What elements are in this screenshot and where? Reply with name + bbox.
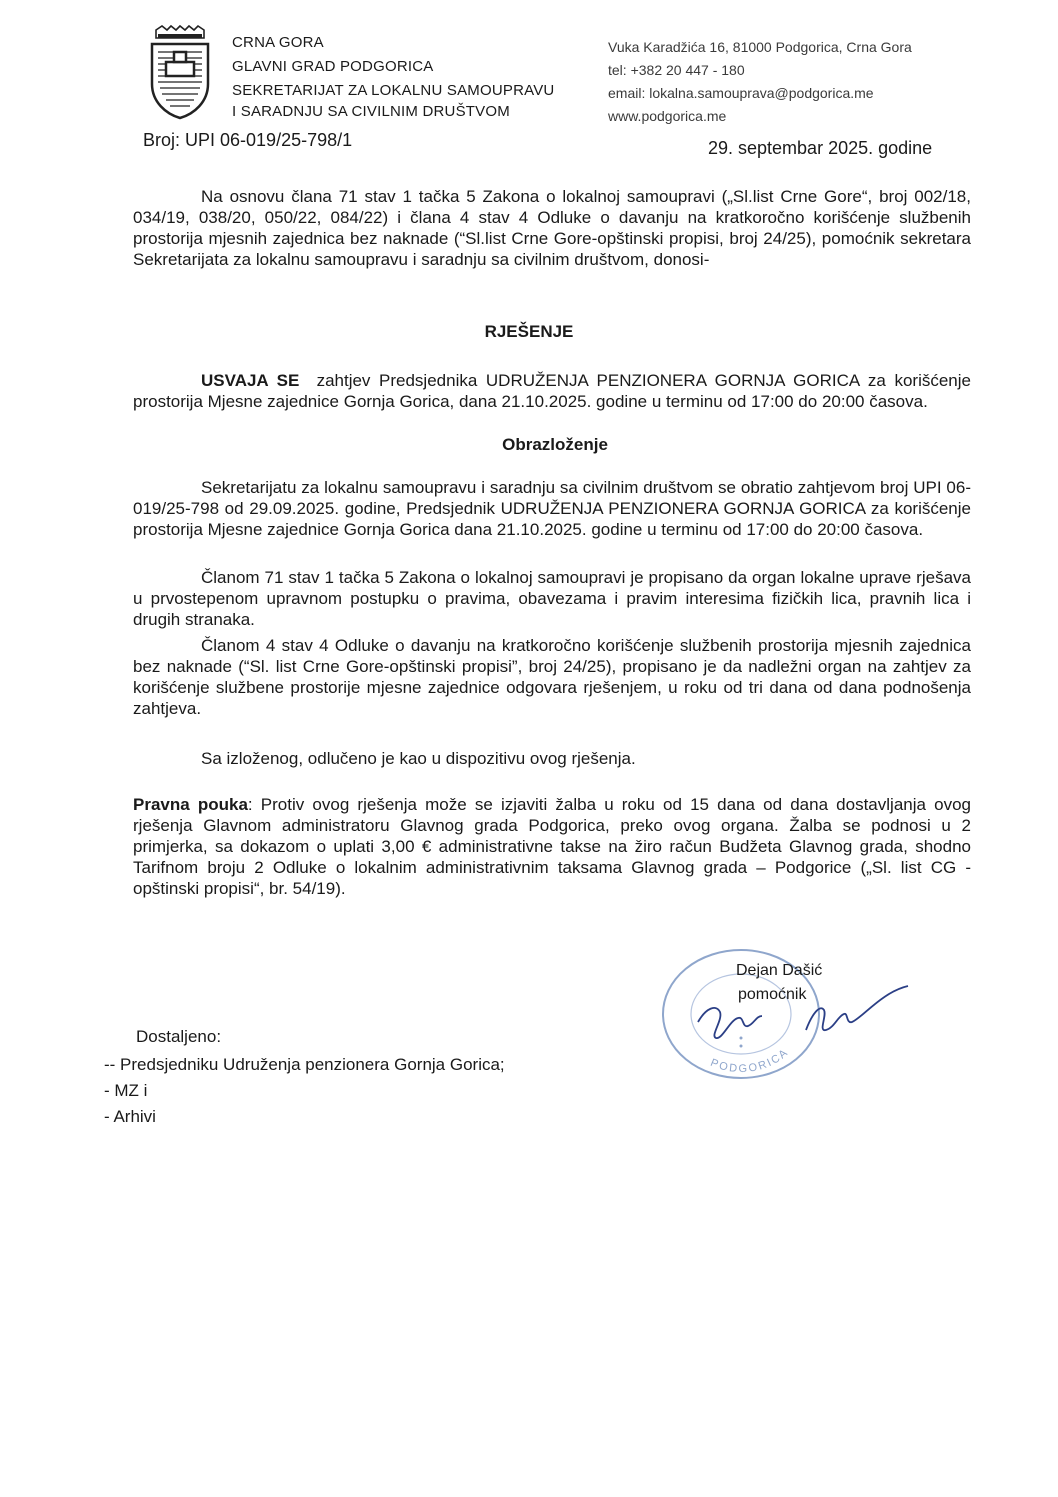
header-line: I SARADNJU SA CIVILNIM DRUŠTVOM <box>232 103 510 120</box>
signatory-name: Dejan Dašić <box>736 962 823 979</box>
website: www.podgorica.me <box>608 108 727 124</box>
list-item: -- Predsjedniku Udruženja penzionera Gornja Gorica; <box>104 1055 505 1074</box>
intro-text: Na osnovu člana 71 stav 1 tačka 5 Zakona o lokalnoj samoupravi („Sl.list Crne Gore“, broj 002/18, 034/19, 038/20, 050/22, 084/22) i člana 4 stav 4 Odluke o davanju na kratkoročno korišćenje službenih prostorija mjesnih zajednica bez naknade (“Sl.list Crne Gore-opštinski propisi, broj 24/25), pomoćnik sekretara Sekretarijata za lokalnu samoupravu i saradnju sa civilnim društvom, donosi- <box>133 187 971 269</box>
dispositive-lead: USVAJA SE <box>201 371 300 390</box>
distribution-title: Dostaljeno: <box>136 1027 222 1046</box>
reasoning-paragraph <box>133 567 971 630</box>
reasoning-text: Članom 71 stav 1 tačka 5 Zakona o lokalnoj samoupravi je propisano da organ lokalne uprave rješava u prvostepenom upravnom postupku o pravima, obavezama i pravim interesima fizičkih lica, pravnih lica i drugih stranaka. <box>133 568 971 629</box>
conclusion-text: Sa izloženog, odlučeno je kao u dispozitivu ovog rješenja. <box>201 749 636 768</box>
header-line: SEKRETARIJAT ZA LOKALNU SAMOUPRAVU <box>232 82 555 99</box>
conclusion-paragraph <box>133 748 971 769</box>
document-number: Broj: UPI 06-019/25-798/1 <box>143 130 353 150</box>
reasoning-paragraph <box>133 635 971 719</box>
list-item: - MZ i <box>104 1081 148 1100</box>
header-line: CRNA GORA <box>232 34 324 51</box>
intro-paragraph <box>133 186 971 270</box>
phone: tel: +382 20 447 - 180 <box>608 62 745 78</box>
institution-header <box>232 31 554 121</box>
legal-remedy-lead: Pravna pouka <box>133 795 248 814</box>
legal-remedy-text: : Protiv ovog rješenja može se izjaviti žalba u roku od 15 dana od dana dostavljanja ovog rješenja Glavnom administratoru Glavnog grada Podgorica, preko ovog organa. Žalba se podnosi u 2 primjerka, sa dokazom o uplati 3,00 € administrativne takse na žiro račun Budžeta Glavnog grada, shodno Tarifnom broju 2 Odluke o lokalnim administrativnim taksama Glavnog grada – Podgorice („Sl. list CG - opštinski propisi“, br. 54/19). <box>133 795 971 898</box>
reasoning-paragraph <box>133 477 971 540</box>
reasoning-title: Obrazloženje <box>502 435 608 454</box>
address: Vuka Karadžića 16, 81000 Podgorica, Crna Gora <box>608 39 912 55</box>
handwritten-signature <box>688 982 928 1052</box>
legal-remedy-paragraph <box>133 794 971 899</box>
reasoning-text: Sekretarijatu za lokalnu samoupravu i saradnju sa civilnim društvom se obratio zahtjevom broj UPI 06-019/25-798 od 29.09.2025. godine, Predsjednik UDRUŽENJA PENZIONERA GORNJA GORICA za korišćenje prostorija Mjesne zajednice Gornja Gorica dana 21.10.2025. godine u terminu od 17:00 do 20:00 časova. <box>133 478 971 539</box>
distribution-list <box>104 1052 505 1130</box>
contact-block <box>608 36 912 128</box>
reasoning-text: Članom 4 stav 4 Odluke o davanju na kratkoročno korišćenje službenih prostorija mjesnih zajednica bez naknade (“Sl. list Crne Gore-opštinski propisi”, broj 24/25), propisano je da nadležni organ na zahtjev za korišćenje službene prostorije mjesne zajednice odgovara rješenjem, u roku od tri dana od dana podnošenja zahtjeva. <box>133 636 971 718</box>
list-item: - Arhivi <box>104 1107 156 1126</box>
decision-title: RJEŠENJE <box>484 322 574 341</box>
dispositive-paragraph <box>133 370 971 412</box>
email: email: lokalna.samouprava@podgorica.me <box>608 85 874 101</box>
header-line: GLAVNI GRAD PODGORICA <box>232 58 434 75</box>
signatory-role: pomoćnik <box>738 986 807 1003</box>
dispositive-text: zahtjev Predsjednika UDRUŽENJA PENZIONERA GORNJA GORICA za korišćenje prostorija Mjesne zajednice Gornja Gorica, dana 21.10.2025. godine u terminu od 17:00 do 20:00 časova. <box>133 371 971 411</box>
stamp-text: PODGORICA <box>708 1046 792 1076</box>
document-date: 29. septembar 2025. godine <box>708 138 933 158</box>
coat-of-arms-logo <box>148 22 212 122</box>
